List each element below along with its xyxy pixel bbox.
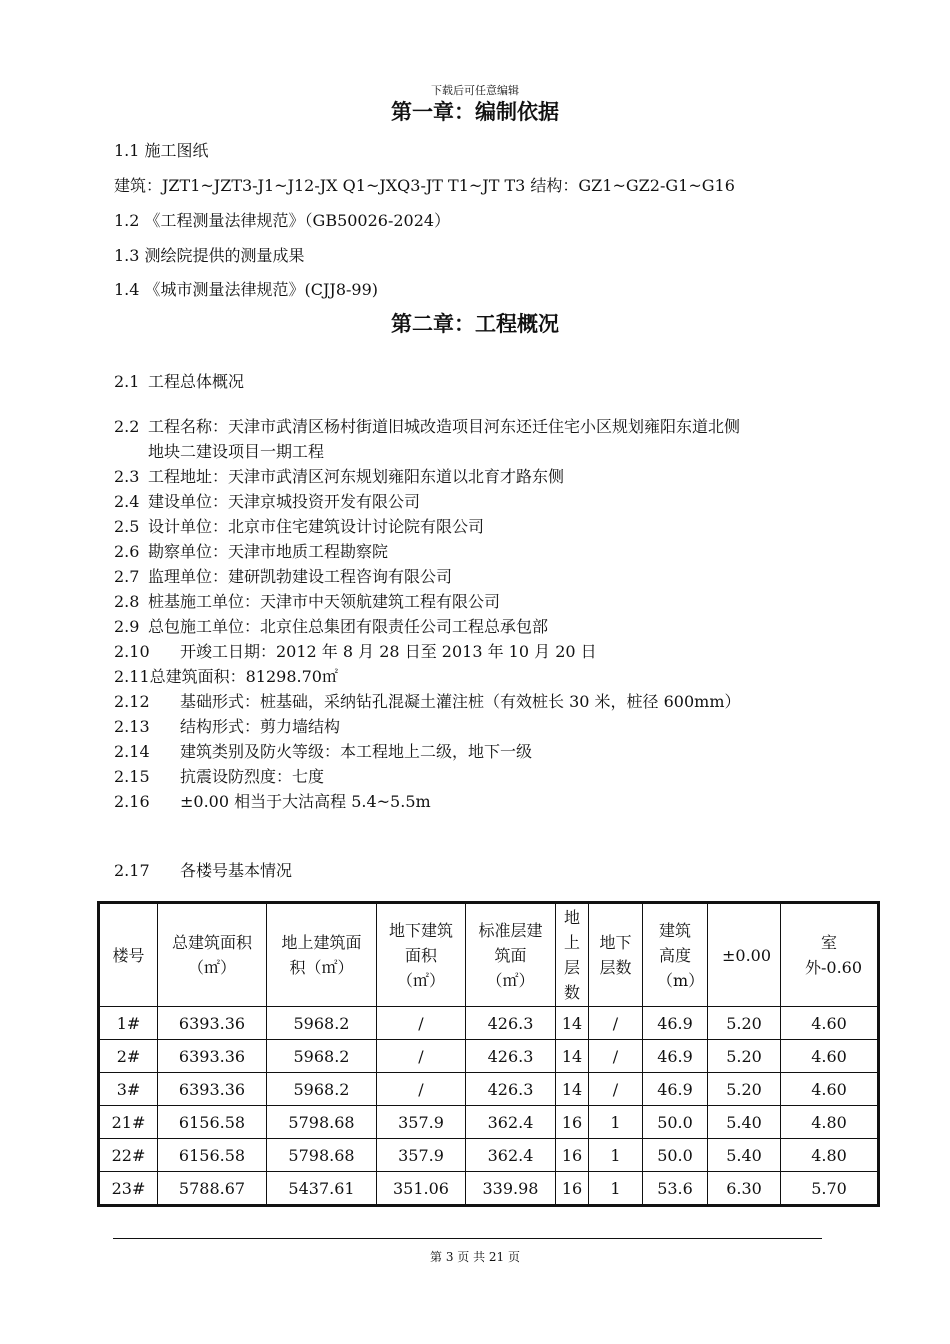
section-2-15: [114, 764, 324, 787]
header-outdoor-elevation: 室外-0.60: [781, 903, 879, 1007]
section-2-5: [114, 514, 484, 537]
cell-above-ground-area: 5437.61: [267, 1172, 377, 1206]
cell-underground-area: 357.9: [377, 1106, 466, 1139]
cell-underground-area: 357.9: [377, 1139, 466, 1172]
chapter-1-title: 第一章：编制依据: [391, 99, 559, 124]
header-total-area: 总建筑面积（㎡）: [158, 903, 267, 1007]
page-footer: 第 3 页 共 21 页: [430, 1250, 520, 1264]
cell-underground-area: 351.06: [377, 1172, 466, 1206]
header-above-ground-area: 地上建筑面积（㎡）: [267, 903, 377, 1007]
cell-building-no: 21#: [99, 1106, 158, 1139]
cell-above-ground-floors: 16: [556, 1139, 589, 1172]
cell-building-no: 2#: [99, 1040, 158, 1073]
cell-elevation-zero: 5.20: [708, 1073, 781, 1106]
section-2-8: [114, 589, 500, 612]
cell-outdoor-elevation: 4.60: [781, 1007, 879, 1040]
cell-total-area: 6393.36: [158, 1040, 267, 1073]
section-text: 基础形式：桩基础，采纳钻孔混凝土灌注桩（有效桩长 30 米，桩径 600mm）: [180, 692, 741, 711]
cell-outdoor-elevation: 4.60: [781, 1073, 879, 1106]
cell-elevation-zero: 5.20: [708, 1040, 781, 1073]
cell-above-ground-area: 5968.2: [267, 1073, 377, 1106]
section-number: 2.6: [114, 542, 140, 561]
cell-total-area: 6393.36: [158, 1007, 267, 1040]
section-number: 2.15: [114, 767, 150, 786]
section-2-17: [114, 858, 292, 881]
header-underground-area: 地下建筑面积（㎡）: [377, 903, 466, 1007]
section-2-11: [114, 664, 338, 687]
section-text: 监理单位：建研凯勃建设工程咨询有限公司: [148, 567, 453, 586]
cell-building-no: 1#: [99, 1007, 158, 1040]
header-note: 下载后可任意编辑: [431, 84, 519, 97]
section-2-6: [114, 539, 388, 562]
section-number: 2.17: [114, 861, 150, 880]
section-text: 桩基施工单位：天津市中天领航建筑工程有限公司: [148, 592, 501, 611]
cell-building-height: 53.6: [643, 1172, 708, 1206]
section-number: 2.5: [114, 517, 140, 536]
section-text: 设计单位：北京市住宅建筑设计讨论院有限公司: [148, 517, 485, 536]
section-number: 2.4: [114, 492, 140, 511]
section-number: 2.10: [114, 642, 150, 661]
section-text: 各楼号基本情况: [180, 861, 293, 880]
cell-building-height: 46.9: [643, 1073, 708, 1106]
cell-above-ground-area: 5968.2: [267, 1040, 377, 1073]
header-underground-floors: 地下层数: [589, 903, 643, 1007]
basis-drawings: 建筑：JZT1~JZT3-J1~J12-JX Q1~JXQ3-JT T1~JT T3 结构：GZ1~GZ2-G1~G16: [114, 176, 735, 195]
section-text: 结构形式：剪力墙结构: [180, 717, 341, 736]
section-2-1: [114, 369, 244, 392]
cell-above-ground-area: 5798.68: [267, 1139, 377, 1172]
section-2-4: [114, 489, 420, 512]
cell-total-area: 6156.58: [158, 1139, 267, 1172]
section-number: 2.2: [114, 417, 140, 436]
cell-elevation-zero: 5.20: [708, 1007, 781, 1040]
cell-underground-floors: /: [589, 1073, 643, 1106]
cell-above-ground-floors: 14: [556, 1007, 589, 1040]
table-row: [99, 1007, 879, 1040]
section-number: 2.3: [114, 467, 140, 486]
table-row: [99, 1040, 879, 1073]
section-number: 2.16: [114, 792, 150, 811]
section-text: 抗震设防烈度：七度: [180, 767, 325, 786]
cell-building-height: 46.9: [643, 1007, 708, 1040]
section-text: 2.11总建筑面积：81298.70㎡: [114, 667, 338, 686]
header-building-no: 楼号: [99, 903, 158, 1007]
section-2-12: [114, 689, 741, 712]
cell-standard-floor-area: 426.3: [466, 1007, 556, 1040]
header-above-ground-floors: 地上层数: [556, 903, 589, 1007]
cell-elevation-zero: 5.40: [708, 1139, 781, 1172]
cell-building-height: 50.0: [643, 1106, 708, 1139]
cell-standard-floor-area: 362.4: [466, 1106, 556, 1139]
cell-outdoor-elevation: 4.60: [781, 1040, 879, 1073]
header-standard-floor-area: 标准层建筑面（㎡）: [466, 903, 556, 1007]
cell-above-ground-floors: 16: [556, 1172, 589, 1206]
cell-underground-floors: /: [589, 1007, 643, 1040]
section-2-7: [114, 564, 452, 587]
section-text: 总包施工单位：北京住总集团有限责任公司工程总承包部: [148, 617, 549, 636]
chapter-2-title: 第二章：工程概况: [391, 311, 559, 336]
cell-total-area: 5788.67: [158, 1172, 267, 1206]
footer-divider: [113, 1238, 822, 1239]
table-row: [99, 1172, 879, 1206]
section-number: 2.13: [114, 717, 150, 736]
section-2-16: [114, 789, 431, 812]
section-2-14: [114, 739, 532, 762]
cell-outdoor-elevation: 5.70: [781, 1172, 879, 1206]
table-row: [99, 1106, 879, 1139]
section-number: 2.8: [114, 592, 140, 611]
section-text: 工程名称：天津市武清区杨村街道旧城改造项目河东还迁住宅小区规划雍阳东道北侧: [148, 417, 741, 436]
cell-standard-floor-area: 339.98: [466, 1172, 556, 1206]
section-number: 2.12: [114, 692, 150, 711]
cell-above-ground-floors: 14: [556, 1073, 589, 1106]
cell-total-area: 6393.36: [158, 1073, 267, 1106]
cell-underground-floors: 1: [589, 1139, 643, 1172]
cell-underground-area: /: [377, 1007, 466, 1040]
table-row: [99, 1139, 879, 1172]
cell-building-no: 23#: [99, 1172, 158, 1206]
basis-1-2: 1.2 《工程测量法律规范》（GB50026-2024）: [114, 211, 451, 230]
cell-above-ground-floors: 14: [556, 1040, 589, 1073]
cell-underground-area: /: [377, 1073, 466, 1106]
table-header-row: [99, 903, 879, 1007]
cell-building-height: 46.9: [643, 1040, 708, 1073]
cell-standard-floor-area: 426.3: [466, 1073, 556, 1106]
building-info-table: [97, 901, 880, 1207]
section-2-3: [114, 464, 564, 487]
section-2-13: [114, 714, 340, 737]
cell-building-no: 22#: [99, 1139, 158, 1172]
table-row: [99, 1073, 879, 1106]
section-number: 2.9: [114, 617, 140, 636]
section-text: 工程总体概况: [148, 372, 245, 391]
cell-outdoor-elevation: 4.80: [781, 1106, 879, 1139]
cell-outdoor-elevation: 4.80: [781, 1139, 879, 1172]
basis-1-4: 1.4 《城市测量法律规范》(CJJ8-99): [114, 280, 379, 299]
cell-underground-floors: /: [589, 1040, 643, 1073]
cell-building-height: 50.0: [643, 1139, 708, 1172]
cell-underground-floors: 1: [589, 1172, 643, 1206]
section-text: ±0.00 相当于大沽高程 5.4~5.5m: [180, 792, 431, 811]
cell-underground-area: /: [377, 1040, 466, 1073]
basis-1-3: 1.3 测绘院提供的测量成果: [114, 246, 305, 265]
section-text: 工程地址：天津市武清区河东规划雍阳东道以北育才路东侧: [148, 467, 565, 486]
section-number: 2.14: [114, 742, 150, 761]
cell-elevation-zero: 5.40: [708, 1106, 781, 1139]
basis-1-1: 1.1 施工图纸: [114, 141, 209, 160]
cell-underground-floors: 1: [589, 1106, 643, 1139]
cell-building-no: 3#: [99, 1073, 158, 1106]
cell-standard-floor-area: 362.4: [466, 1139, 556, 1172]
section-text: 开竣工日期：2012 年 8 月 28 日至 2013 年 10 月 20 日: [180, 642, 597, 661]
cell-standard-floor-area: 426.3: [466, 1040, 556, 1073]
section-2-2-continued: 地块二建设项目一期工程: [148, 442, 325, 461]
header-elevation-zero: ±0.00: [708, 903, 781, 1007]
section-text: 勘察单位：天津市地质工程勘察院: [148, 542, 389, 561]
cell-elevation-zero: 6.30: [708, 1172, 781, 1206]
cell-above-ground-area: 5968.2: [267, 1007, 377, 1040]
section-number: 2.1: [114, 372, 140, 391]
section-text: 建筑类别及防火等级：本工程地上二级，地下一级: [180, 742, 533, 761]
section-2-9: [114, 614, 548, 637]
section-number: 2.7: [114, 567, 140, 586]
cell-above-ground-area: 5798.68: [267, 1106, 377, 1139]
cell-above-ground-floors: 16: [556, 1106, 589, 1139]
cell-total-area: 6156.58: [158, 1106, 267, 1139]
section-2-10: [114, 639, 597, 662]
header-building-height: 建筑高度（m）: [643, 903, 708, 1007]
section-text: 建设单位：天津京城投资开发有限公司: [148, 492, 421, 511]
section-2-2: [114, 414, 740, 437]
